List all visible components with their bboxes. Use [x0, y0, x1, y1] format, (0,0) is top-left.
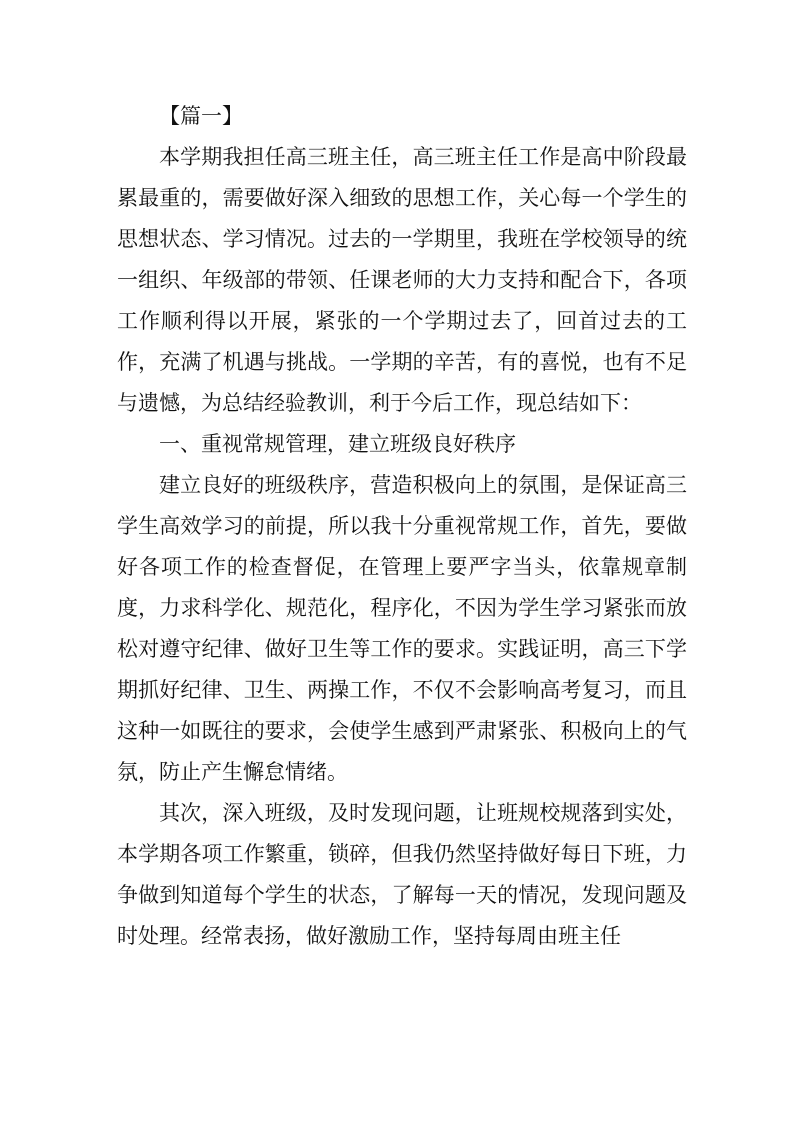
paragraph-intro: 本学期我担任高三班主任，高三班主任工作是高中阶段最累最重的，需要做好深入细致的思想工作，关心每一个学生的思想状态、学习情况。过去的一学期里，我班在学校领导的统一组织、年级部的带领、任课老师的大力支持和配合下，各项工作顺利得以开展，紧张的一个学期过去了，回首过去的工作，充满了机遇与挑战。一学期的辛苦，有的喜悦，也有不足与遗憾，为总结经验教训，利于今后工作，现总结如下：	[117, 145, 687, 415]
section-heading-1: 一、重视常规管理，建立班级良好秩序	[159, 432, 516, 456]
paragraph-order: 建立良好的班级秩序，营造积极向上的氛围，是保证高三学生高效学习的前提，所以我十分重视常规工作，首先，要做好各项工作的检查督促，在管理上要严字当头，依靠规章制度，力求科学化、规范化，程序化，不因为学生学习紧张而放松对遵守纪律、做好卫生等工作的要求。实践证明，高三下学期抓好纪律、卫生、两操工作，不仅不会影响高考复习，而且这种一如既往的要求，会使学生感到严肃紧张、积极向上的气氛，防止产生懈怠情绪。	[117, 473, 687, 784]
section-title: 【篇一】	[159, 104, 243, 128]
document-body	[117, 96, 687, 957]
paragraph-secondly: 其次，深入班级，及时发现问题，让班规校规落到实处，本学期各项工作繁重，锁碎，但我仍然坚持做好每日下班，力争做到知道每个学生的状态，了解每一天的情况，发现问题及时处理。经常表扬，做好激励工作，坚持每周由班主任	[117, 801, 687, 948]
